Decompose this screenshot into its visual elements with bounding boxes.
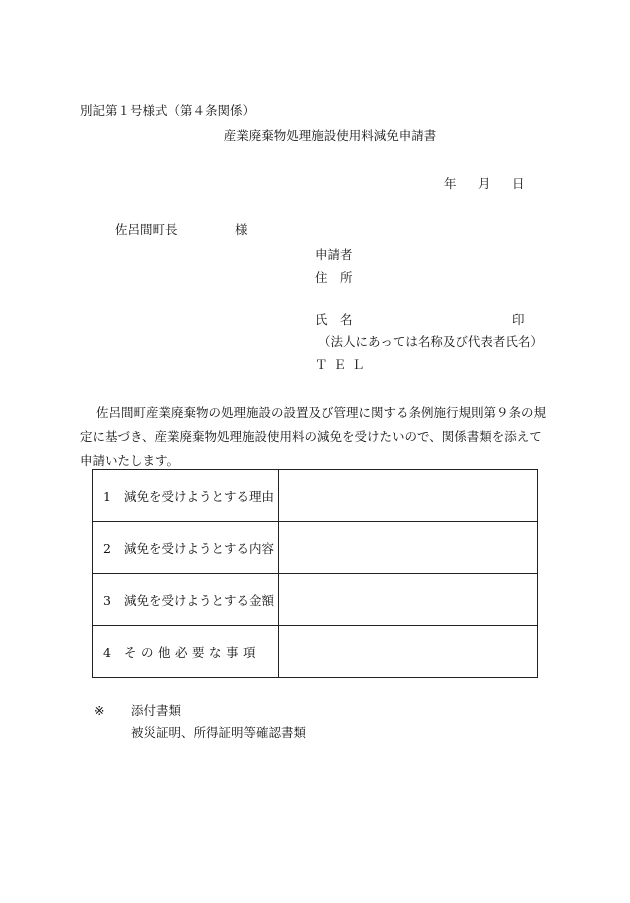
item-number: 3 [103, 592, 111, 608]
item-label: 減免を受けようとする内容 [124, 540, 275, 556]
attachments-title: 添付書類 [131, 703, 182, 718]
applicant-heading: 申請者 [315, 247, 353, 262]
item-label: 減免を受けようとする金額 [124, 592, 275, 608]
item-label: その他必要な事項 [124, 644, 261, 660]
addressee-honorific: 様 [235, 222, 248, 237]
item-label-cell [93, 470, 279, 522]
application-body-text: 佐呂間町産業廃棄物の処理施設の設置及び管理に関する条例施行規則第９条の規定に基づき、産業廃棄物処理施設使用料の減免を受けたいので、関係書類を添えて申請いたします。 [80, 405, 547, 468]
addressee-name: 佐呂間町長 [115, 222, 178, 237]
attachment-note-mark: ※ [94, 703, 105, 718]
seal-label: 印 [512, 312, 525, 327]
table-row [93, 470, 538, 522]
document-title: 産業廃棄物処理施設使用料減免申請書 [223, 128, 437, 143]
form-number: 別記第１号様式（第４条関係） [80, 103, 256, 118]
date-year-label: 年 [444, 176, 457, 191]
date-day-label: 日 [512, 176, 525, 191]
item-label-cell [93, 574, 279, 626]
table-row [93, 574, 538, 626]
name-label: 氏 名 [315, 312, 353, 327]
table-row [93, 522, 538, 574]
reduction-items-table [92, 469, 538, 678]
address-label: 住 所 [315, 270, 353, 285]
date-month-label: 月 [478, 176, 491, 191]
item-label: 減免を受けようとする理由 [124, 488, 275, 504]
item-value-cell[interactable] [279, 626, 538, 678]
item-value-cell[interactable] [279, 470, 538, 522]
item-value-cell[interactable] [279, 522, 538, 574]
item-number: 2 [103, 540, 111, 556]
item-number: 1 [103, 488, 111, 504]
item-label-cell [93, 626, 279, 678]
item-label-cell [93, 522, 279, 574]
tel-label: ＴＥＬ [315, 357, 371, 372]
item-number: 4 [103, 644, 111, 660]
table-row [93, 626, 538, 678]
corporate-note: （法人にあっては名称及び代表者氏名） [318, 334, 543, 349]
attachments-content: 被災証明、所得証明等確認書類 [131, 725, 307, 740]
item-value-cell[interactable] [279, 574, 538, 626]
